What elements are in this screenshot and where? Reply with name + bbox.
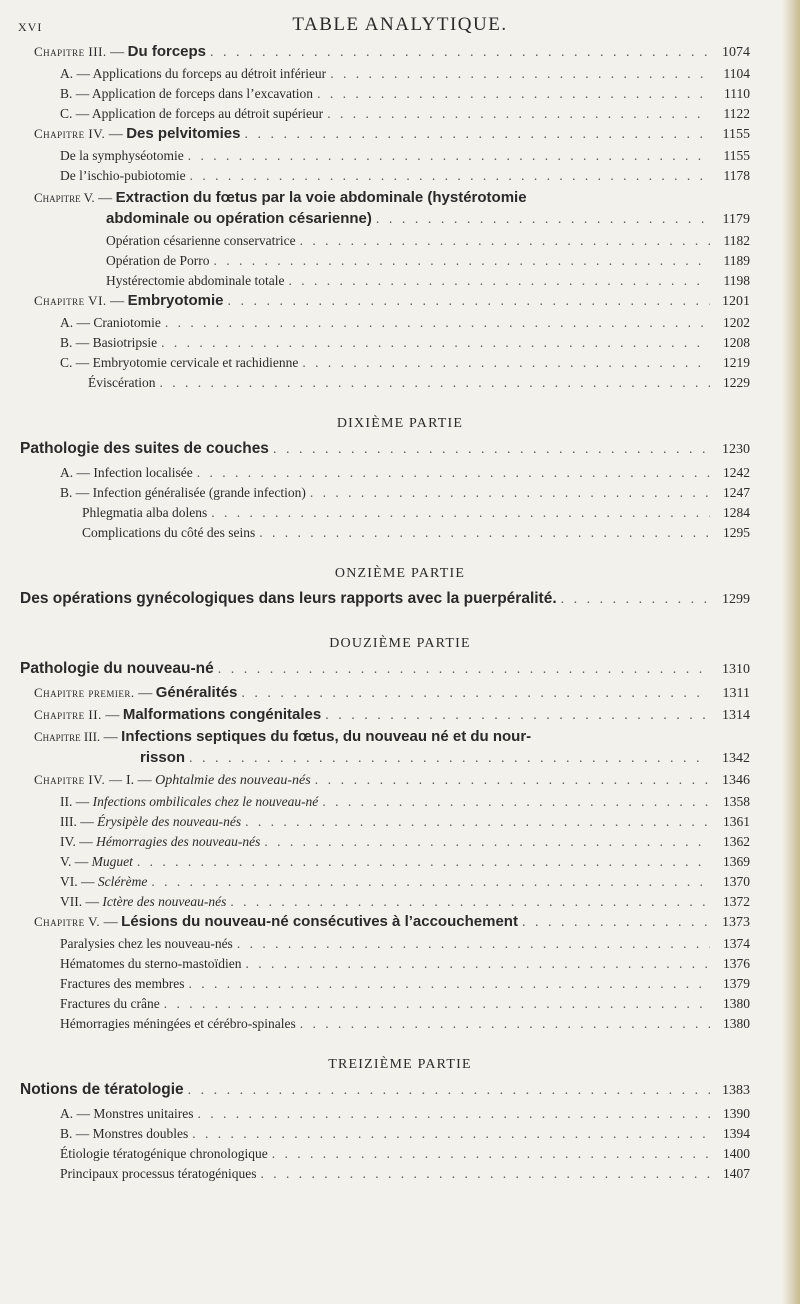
toc-item: B. — Application de forceps dans l’excavation . . . 1110 xyxy=(0,84,750,104)
part-heading: TREIZIÈME PARTIE xyxy=(328,1057,472,1072)
toc-item: A. — Applications du forceps au détroit inférieur . . . 1104 xyxy=(0,64,750,84)
running-title: TABLE ANALYTIQUE. xyxy=(292,14,508,35)
toc-item: B. — Monstres doubles . . . 1394 xyxy=(0,1124,750,1144)
toc-item: C. — Embryotomie cervicale et rachidienne . . . 1219 xyxy=(0,353,750,373)
toc-chapter: Chapitre III. — Du forceps . . . 1074 xyxy=(0,42,750,64)
toc-item: VI. — Sclérème . . . 1370 xyxy=(0,872,750,892)
toc-item: Fractures des membres . . . 1379 xyxy=(0,974,750,994)
toc-chapter-cont: risson . . . 1342 xyxy=(0,748,750,770)
part-title: Des opérations gynécologiques dans leurs rapports avec la puerpéralité. . . . 1299 xyxy=(0,589,750,613)
toc-item: Opération césarienne conservatrice . . . 1182 xyxy=(0,231,750,251)
part-heading: ONZIÈME PARTIE xyxy=(334,566,466,581)
toc-item: Opération de Porro . . . 1189 xyxy=(0,251,750,271)
toc-item: V. — Muguet . . . 1369 xyxy=(0,852,750,872)
toc-item: Hématomes du sterno-mastoïdien . . . 1376 xyxy=(0,954,750,974)
toc-item: Paralysies chez les nouveau-nés . . . 1374 xyxy=(0,934,750,954)
toc-item: Principaux processus tératogéniques . . . 1407 xyxy=(0,1164,750,1184)
toc-item: III. — Érysipèle des nouveau-nés . . . 1361 xyxy=(0,812,750,832)
part-title: Pathologie du nouveau-né . . . 1310 xyxy=(0,659,750,683)
toc-item: B. — Infection généralisée (grande infection) . . . 1247 xyxy=(0,483,750,503)
toc-item: II. — Infections ombilicales chez le nouveau-né . . . 1358 xyxy=(0,792,750,812)
toc-chapter: Chapitre V. — Extraction du fœtus par la voie abdominale (hystérotomie xyxy=(34,189,527,206)
part-title: Pathologie des suites de couches . . . 1230 xyxy=(0,439,750,463)
toc-chapter: Chapitre IV. — I. — Ophtalmie des nouveau-nés . . . 1346 xyxy=(0,770,750,792)
page-header xyxy=(0,8,800,38)
toc-chapter: Chapitre VI. — Embryotomie . . . 1201 xyxy=(0,291,750,313)
page-number: XVI xyxy=(18,20,43,34)
toc-item: Hystérectomie abdominale totale . . . 1198 xyxy=(0,271,750,291)
toc-item: Éviscération . . . 1229 xyxy=(0,373,750,393)
toc-chapter: Chapitre premier. — Généralités . . . 1311 xyxy=(0,683,750,705)
toc-chapter: Chapitre II. — Malformations congénitales . . . 1314 xyxy=(0,705,750,727)
toc-item: A. — Craniotomie . . . 1202 xyxy=(0,313,750,333)
toc-item: Phlegmatia alba dolens . . . 1284 xyxy=(0,503,750,523)
toc-chapter: Chapitre V. — Lésions du nouveau-né consécutives à l’accouchement . . . 1373 xyxy=(0,912,750,934)
toc-item: IV. — Hémorragies des nouveau-nés . . . 1362 xyxy=(0,832,750,852)
toc-item: B. — Basiotripsie . . . 1208 xyxy=(0,333,750,353)
toc-item: Étiologie tératogénique chronologique . . . 1400 xyxy=(0,1144,750,1164)
toc-item: De l’ischio-pubiotomie . . . 1178 xyxy=(0,166,750,186)
part-heading: DIXIÈME PARTIE xyxy=(336,416,464,431)
toc-item: A. — Infection localisée . . . 1242 xyxy=(0,463,750,483)
toc-item: Fractures du crâne . . . 1380 xyxy=(0,994,750,1014)
toc-item: C. — Application de forceps au détroit supérieur . . . 1122 xyxy=(0,104,750,124)
table-of-contents xyxy=(0,42,800,1184)
toc-item: De la symphyséotomie . . . 1155 xyxy=(0,146,750,166)
toc-item: A. — Monstres unitaires . . . 1390 xyxy=(0,1104,750,1124)
part-heading: DOUZIÈME PARTIE xyxy=(329,636,471,651)
toc-item: VII. — Ictère des nouveau-nés . . . 1372 xyxy=(0,892,750,912)
toc-item: Complications du côté des seins . . . 1295 xyxy=(0,523,750,543)
part-title: Notions de tératologie . . . 1383 xyxy=(0,1080,750,1104)
toc-chapter: Chapitre IV. — Des pelvitomies . . . 1155 xyxy=(0,124,750,146)
toc-chapter: Chapitre III. — Infections septiques du fœtus, du nouveau né et du nour- xyxy=(34,728,532,745)
toc-chapter-cont: abdominale ou opération césarienne) . . . 1179 xyxy=(0,209,750,231)
toc-item: Hémorragies méningées et cérébro-spinales . . . 1380 xyxy=(0,1014,750,1034)
